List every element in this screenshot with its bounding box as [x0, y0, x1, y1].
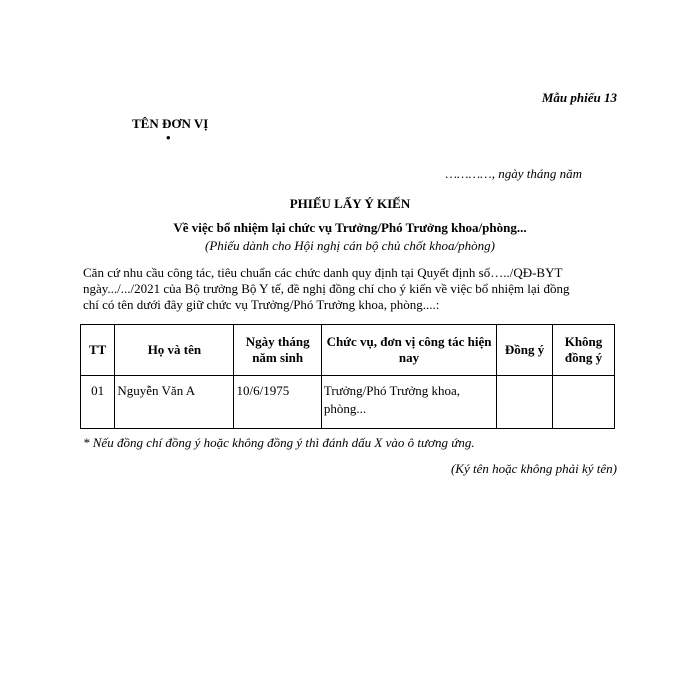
header-position-line1: Chức vụ, đơn vị công tác hiện — [326, 334, 492, 349]
ballot-table — [80, 324, 615, 429]
header-name: Họ và tên — [115, 325, 234, 376]
document-title: PHIẾU LẤY Ý KIẾN — [289, 196, 411, 211]
header-dob-line2: năm sinh — [252, 350, 304, 365]
body-paragraph — [83, 265, 619, 313]
body-line: chí có tên dưới đây giữ chức vụ Trưởng/Phó Trưởng khoa, phòng....: — [83, 297, 440, 312]
unit-name: TÊN ĐƠN VỊ — [132, 116, 209, 131]
document-note: (Phiếu dành cho Hội nghị cán bộ chủ chốt khoa/phòng) — [205, 238, 495, 253]
cell-tt: 01 — [81, 376, 115, 429]
cell-position — [321, 376, 496, 429]
header-position — [321, 325, 496, 376]
cell-agree-checkbox[interactable] — [497, 376, 553, 429]
cell-name: Nguyễn Văn A — [115, 376, 234, 429]
unit-mark: • — [166, 130, 171, 145]
header-disagree — [553, 325, 615, 376]
header-disagree-line1: Không — [564, 334, 603, 349]
cell-dob: 10/6/1975 — [234, 376, 321, 429]
cell-position-line2: phòng... — [323, 401, 367, 416]
form-code: Mẫu phiếu 13 — [541, 90, 617, 105]
body-line: Căn cứ nhu cầu công tác, tiêu chuẩn các chức danh quy định tại Quyết định số…../QĐ-BYT — [83, 265, 563, 280]
document-subtitle: Về việc bổ nhiệm lại chức vụ Trưởng/Phó Trưởng khoa/phòng... — [173, 220, 527, 235]
header-tt: TT — [81, 325, 115, 376]
header-agree: Đồng ý — [497, 325, 553, 376]
header-dob-line1: Ngày tháng — [245, 334, 310, 349]
header-dob — [234, 325, 321, 376]
body-line: ngày.../.../2021 của Bộ trưởng Bộ Y tế, đề nghị đồng chí cho ý kiến về việc bổ nhiệm lại đồng — [83, 281, 570, 296]
table-header-row — [81, 325, 615, 376]
cell-position-line1: Trưởng/Phó Trưởng khoa, — [323, 383, 460, 398]
table-row — [81, 376, 615, 429]
header-position-line2: nay — [398, 350, 420, 365]
cell-disagree-checkbox[interactable] — [553, 376, 615, 429]
signature-note: (Ký tên hoặc không phải ký tên) — [450, 461, 617, 476]
footnote: * Nếu đồng chí đồng ý hoặc không đồng ý thì đánh dấu X vào ô tương ứng. — [83, 435, 475, 450]
header-disagree-line2: đồng ý — [564, 350, 603, 365]
date-line: …………, ngày tháng năm — [445, 166, 582, 181]
